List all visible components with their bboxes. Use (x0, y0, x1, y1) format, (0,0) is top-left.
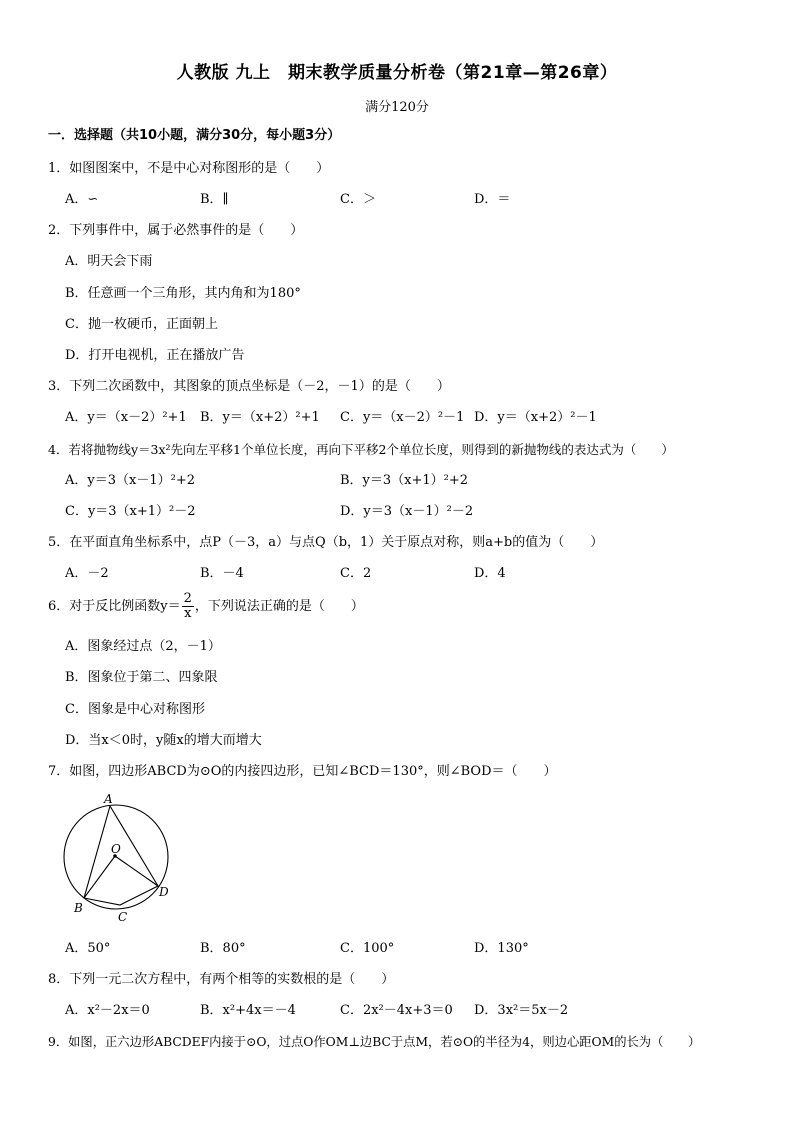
question-6-stem-suffix: ，下列说法正确的是（ ） (194, 599, 364, 614)
label-a: A (104, 792, 113, 806)
label-o: O (111, 842, 121, 856)
page-title: 人教版 九上 期末教学质量分析卷（第21章—第26章） (176, 63, 618, 83)
question-1-option-a: A．∽ (65, 192, 99, 207)
question-7-stem: 7．如图，四边形ABCD为⊙O的内接四边形，已知∠BCD＝130°，则∠BOD＝（ ） (48, 764, 557, 779)
question-8-option-b: B．x²+4x＝－4 (200, 1003, 296, 1018)
question-8-option-a: A．x²－2x＝0 (65, 1003, 150, 1018)
question-1-option-b: B．∥ (200, 192, 229, 207)
label-d: D (159, 885, 169, 899)
quadrilateral-abcd (84, 806, 158, 905)
question-5-option-c: C．2 (340, 566, 372, 581)
fraction-numerator: 2 (183, 591, 192, 606)
question-9-stem: 9．如图，正六边形ABCDEF内接于⊙O，过点O作OM⊥边BC于点M，若⊙O的半径为4，则边心距OM的长为（ ） (48, 1035, 701, 1049)
question-2-option-b: B．任意画一个三角形，其内角和为180° (65, 286, 301, 301)
question-2-option-d: D．打开电视机，正在播放广告 (65, 348, 245, 363)
question-5-option-d: D．4 (474, 566, 506, 581)
question-6-option-d: D．当x＜0时，y随x的增大而增大 (65, 733, 262, 748)
question-6-option-b: B．图象位于第二、四象限 (65, 670, 218, 685)
question-7-option-a: A．50° (65, 941, 111, 956)
question-5-option-a: A．－2 (65, 566, 109, 581)
segment-od (115, 856, 158, 886)
question-4-option-b: B．y＝3（x+1）²+2 (340, 473, 469, 488)
question-7-option-d: D．130° (474, 941, 529, 956)
question-7-option-c: C．100° (340, 941, 395, 956)
question-6-option-c: C．图象是中心对称图形 (65, 702, 205, 717)
question-8-option-c: C．2x²－4x+3＝0 (340, 1003, 453, 1018)
question-4-option-d: D．y＝3（x－1）²－2 (340, 504, 474, 519)
fraction-denominator: x (184, 606, 192, 621)
question-1-stem: 1．如图图案中，不是中心对称图形的是（ ） (48, 161, 330, 176)
question-4-option-a: A．y＝3（x－1）²+2 (65, 473, 195, 488)
segment-ob (84, 856, 115, 898)
question-6-stem-prefix: 6．对于反比例函数y＝ (48, 599, 181, 614)
question-2-option-c: C．抛一枚硬币，正面朝上 (65, 317, 218, 332)
question-1-option-d: D．＝ (474, 192, 511, 207)
question-3-option-b: B．y＝（x+2）²+1 (200, 410, 320, 425)
question-5-option-b: B．－4 (200, 566, 244, 581)
question-7-option-b: B．80° (200, 941, 246, 956)
fraction (182, 592, 194, 621)
question-8-stem: 8．下列一元二次方程中，有两个相等的实数根的是（ ） (48, 972, 395, 987)
question-3-stem: 3．下列二次函数中，其图象的顶点坐标是（－2，－1）的是（ ） (48, 379, 450, 394)
circle-quadrilateral-figure (58, 790, 178, 930)
question-3-option-c: C．y＝（x－2）²－1 (340, 410, 465, 425)
question-1-option-c: C．＞ (340, 192, 376, 207)
section-heading: 一．选择题（共10小题，满分30分，每小题3分） (48, 128, 341, 143)
question-3-option-d: D．y＝（x+2）²－1 (474, 410, 597, 425)
question-8-option-d: D．3x²＝5x－2 (474, 1003, 569, 1018)
question-4-stem: 4．若将抛物线y＝3x²先向左平移1个单位长度，再向下平移2个单位长度，则得到的新抛物线的表达式为（ ） (48, 442, 674, 457)
page-subtitle: 满分120分 (365, 100, 429, 115)
question-6-stem (48, 592, 364, 622)
question-2-stem: 2．下列事件中，属于必然事件的是（ ） (48, 223, 304, 238)
question-4-option-c: C．y＝3（x+1）²－2 (65, 504, 196, 519)
question-2-option-a: A．明天会下雨 (65, 254, 153, 269)
question-3-option-a: A．y＝（x－2）²+1 (65, 410, 187, 425)
label-c: C (118, 910, 128, 924)
label-b: B (74, 901, 83, 915)
question-5-stem: 5．在平面直角坐标系中，点P（－3，a）与点Q（b，1）关于原点对称，则a+b的值为（ ） (48, 535, 604, 550)
question-6-option-a: A．图象经过点（2，－1） (65, 639, 221, 654)
